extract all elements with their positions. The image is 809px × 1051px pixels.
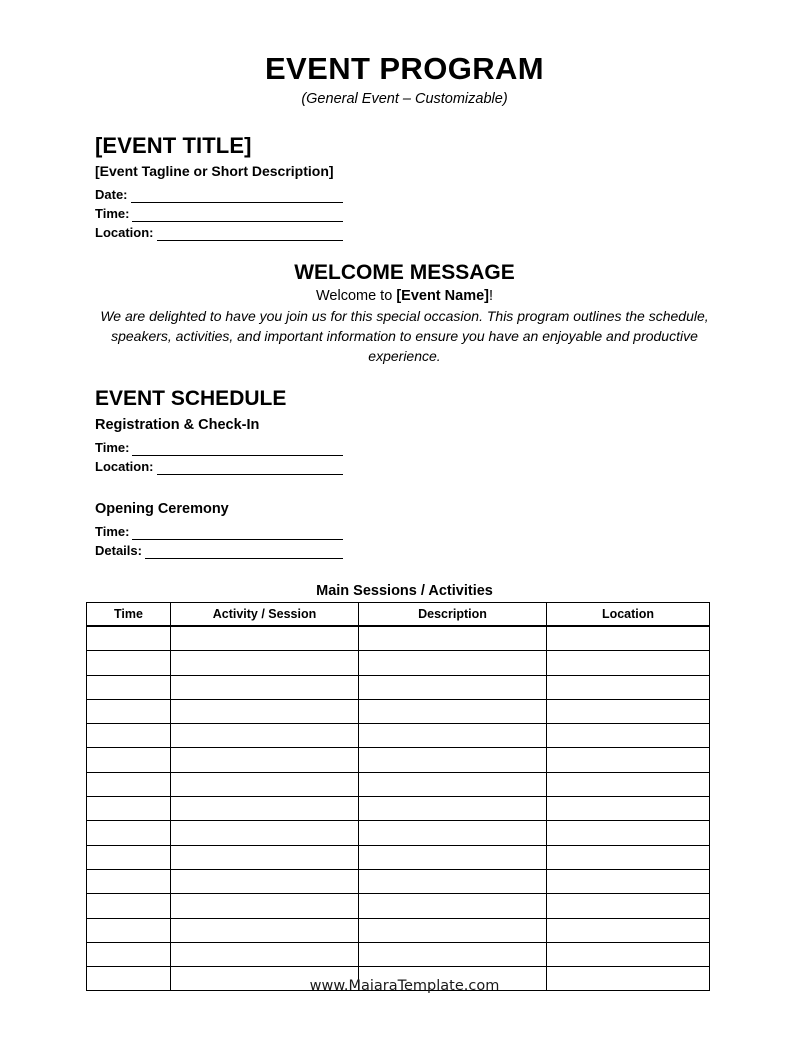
table-cell[interactable] [171,724,359,748]
field-rule-registration-time[interactable] [132,442,343,456]
table-row[interactable] [87,651,710,675]
table-row[interactable] [87,699,710,723]
table-row[interactable] [87,675,710,699]
sessions-table [86,602,710,991]
table-cell[interactable] [87,942,171,966]
table-cell[interactable] [547,626,710,651]
table-cell[interactable] [171,772,359,796]
field-row-date[interactable] [95,184,343,203]
table-cell[interactable] [87,845,171,869]
welcome-heading: WELCOME MESSAGE [294,261,515,284]
table-cell[interactable] [87,626,171,651]
schedule-block-title-registration: Registration & Check-In [95,417,260,433]
table-row[interactable] [87,845,710,869]
welcome-greeting-prefix: Welcome to [315,288,397,304]
table-cell[interactable] [359,942,547,966]
table-cell[interactable] [547,918,710,942]
field-row-opening-details[interactable] [95,540,343,559]
table-row[interactable] [87,797,710,821]
table-cell[interactable] [359,748,547,772]
table-cell[interactable] [171,626,359,651]
table-row[interactable] [87,942,710,966]
table-cell[interactable] [171,942,359,966]
table-cell[interactable] [87,748,171,772]
table-cell[interactable] [171,918,359,942]
footer-website: www.MaiaraTemplate.com [309,978,500,994]
table-cell[interactable] [359,821,547,845]
table-cell[interactable] [547,772,710,796]
document-title: EVENT PROGRAM [264,51,545,86]
table-cell[interactable] [87,918,171,942]
welcome-greeting-name: [Event Name] [396,288,489,304]
event-header-fields [95,184,343,241]
field-row-opening-time[interactable] [95,521,343,540]
schedule-heading: EVENT SCHEDULE [95,387,287,410]
table-cell[interactable] [87,724,171,748]
document-subtitle: (General Event – Customizable) [301,91,508,107]
field-label-date: Date: [95,187,128,202]
field-rule-opening-details[interactable] [145,545,343,559]
table-row[interactable] [87,869,710,893]
field-rule-time[interactable] [132,208,343,222]
table-cell[interactable] [171,797,359,821]
table-cell[interactable] [171,675,359,699]
welcome-greeting-suffix: ! [488,288,494,304]
table-row[interactable] [87,894,710,918]
table-row[interactable] [87,626,710,651]
table-cell[interactable] [547,675,710,699]
table-cell[interactable] [547,942,710,966]
table-cell[interactable] [87,651,171,675]
table-cell[interactable] [359,772,547,796]
table-cell[interactable] [171,869,359,893]
column-header-time: Time [87,603,171,627]
sessions-table-body [87,626,710,991]
field-label-opening-time: Time: [95,524,130,539]
table-cell[interactable] [87,699,171,723]
table-cell[interactable] [171,651,359,675]
table-cell[interactable] [87,894,171,918]
event-title: [EVENT TITLE] [95,133,252,158]
field-rule-opening-time[interactable] [132,526,343,540]
table-cell[interactable] [359,797,547,821]
table-cell[interactable] [87,869,171,893]
field-label-registration-location: Location: [95,459,154,474]
table-cell[interactable] [171,845,359,869]
field-label-registration-time: Time: [95,440,130,455]
table-cell[interactable] [359,918,547,942]
field-label-location: Location: [95,225,154,240]
table-cell[interactable] [547,869,710,893]
table-cell[interactable] [359,675,547,699]
field-row-registration-location[interactable] [95,456,343,475]
table-cell[interactable] [547,699,710,723]
table-row[interactable] [87,772,710,796]
table-cell[interactable] [359,845,547,869]
table-cell[interactable] [547,748,710,772]
table-row[interactable] [87,724,710,748]
field-label-opening-details: Details: [95,543,142,558]
table-row[interactable] [87,918,710,942]
field-rule-date[interactable] [131,189,343,203]
table-cell[interactable] [359,894,547,918]
field-rule-registration-location[interactable] [157,461,344,475]
column-header-location: Location [547,603,710,627]
table-row[interactable] [87,821,710,845]
table-cell[interactable] [547,845,710,869]
schedule-block-title-opening: Opening Ceremony [95,501,229,517]
column-header-description: Description [359,603,547,627]
table-cell[interactable] [171,894,359,918]
table-cell[interactable] [359,651,547,675]
table-cell[interactable] [547,651,710,675]
table-cell[interactable] [547,797,710,821]
table-cell[interactable] [171,699,359,723]
table-cell[interactable] [171,748,359,772]
table-row[interactable] [87,748,710,772]
welcome-greeting [0,288,809,305]
table-header-row [87,603,710,627]
schedule-opening-fields [95,521,343,559]
field-rule-location[interactable] [157,227,344,241]
sessions-table-caption: Main Sessions / Activities [316,583,493,599]
field-row-registration-time[interactable] [95,437,343,456]
welcome-body: We are delighted to have you join us for this special occasion. This program outlines the schedule, speakers, activities, and important information to ensure you have an enjoyable and productive experience. [100,308,709,364]
event-tagline: [Event Tagline or Short Description] [95,163,334,179]
table-cell[interactable] [359,699,547,723]
table-cell[interactable] [87,797,171,821]
table-cell[interactable] [359,626,547,651]
table-cell[interactable] [171,821,359,845]
field-row-time[interactable] [95,203,343,222]
table-cell[interactable] [547,821,710,845]
table-cell[interactable] [547,894,710,918]
table-cell[interactable] [359,869,547,893]
table-cell[interactable] [359,724,547,748]
column-header-activity: Activity / Session [171,603,359,627]
schedule-registration-fields [95,437,343,475]
table-cell[interactable] [547,724,710,748]
table-cell[interactable] [87,675,171,699]
field-label-time: Time: [95,206,130,221]
field-row-location[interactable] [95,222,343,241]
table-cell[interactable] [87,821,171,845]
table-cell[interactable] [87,772,171,796]
